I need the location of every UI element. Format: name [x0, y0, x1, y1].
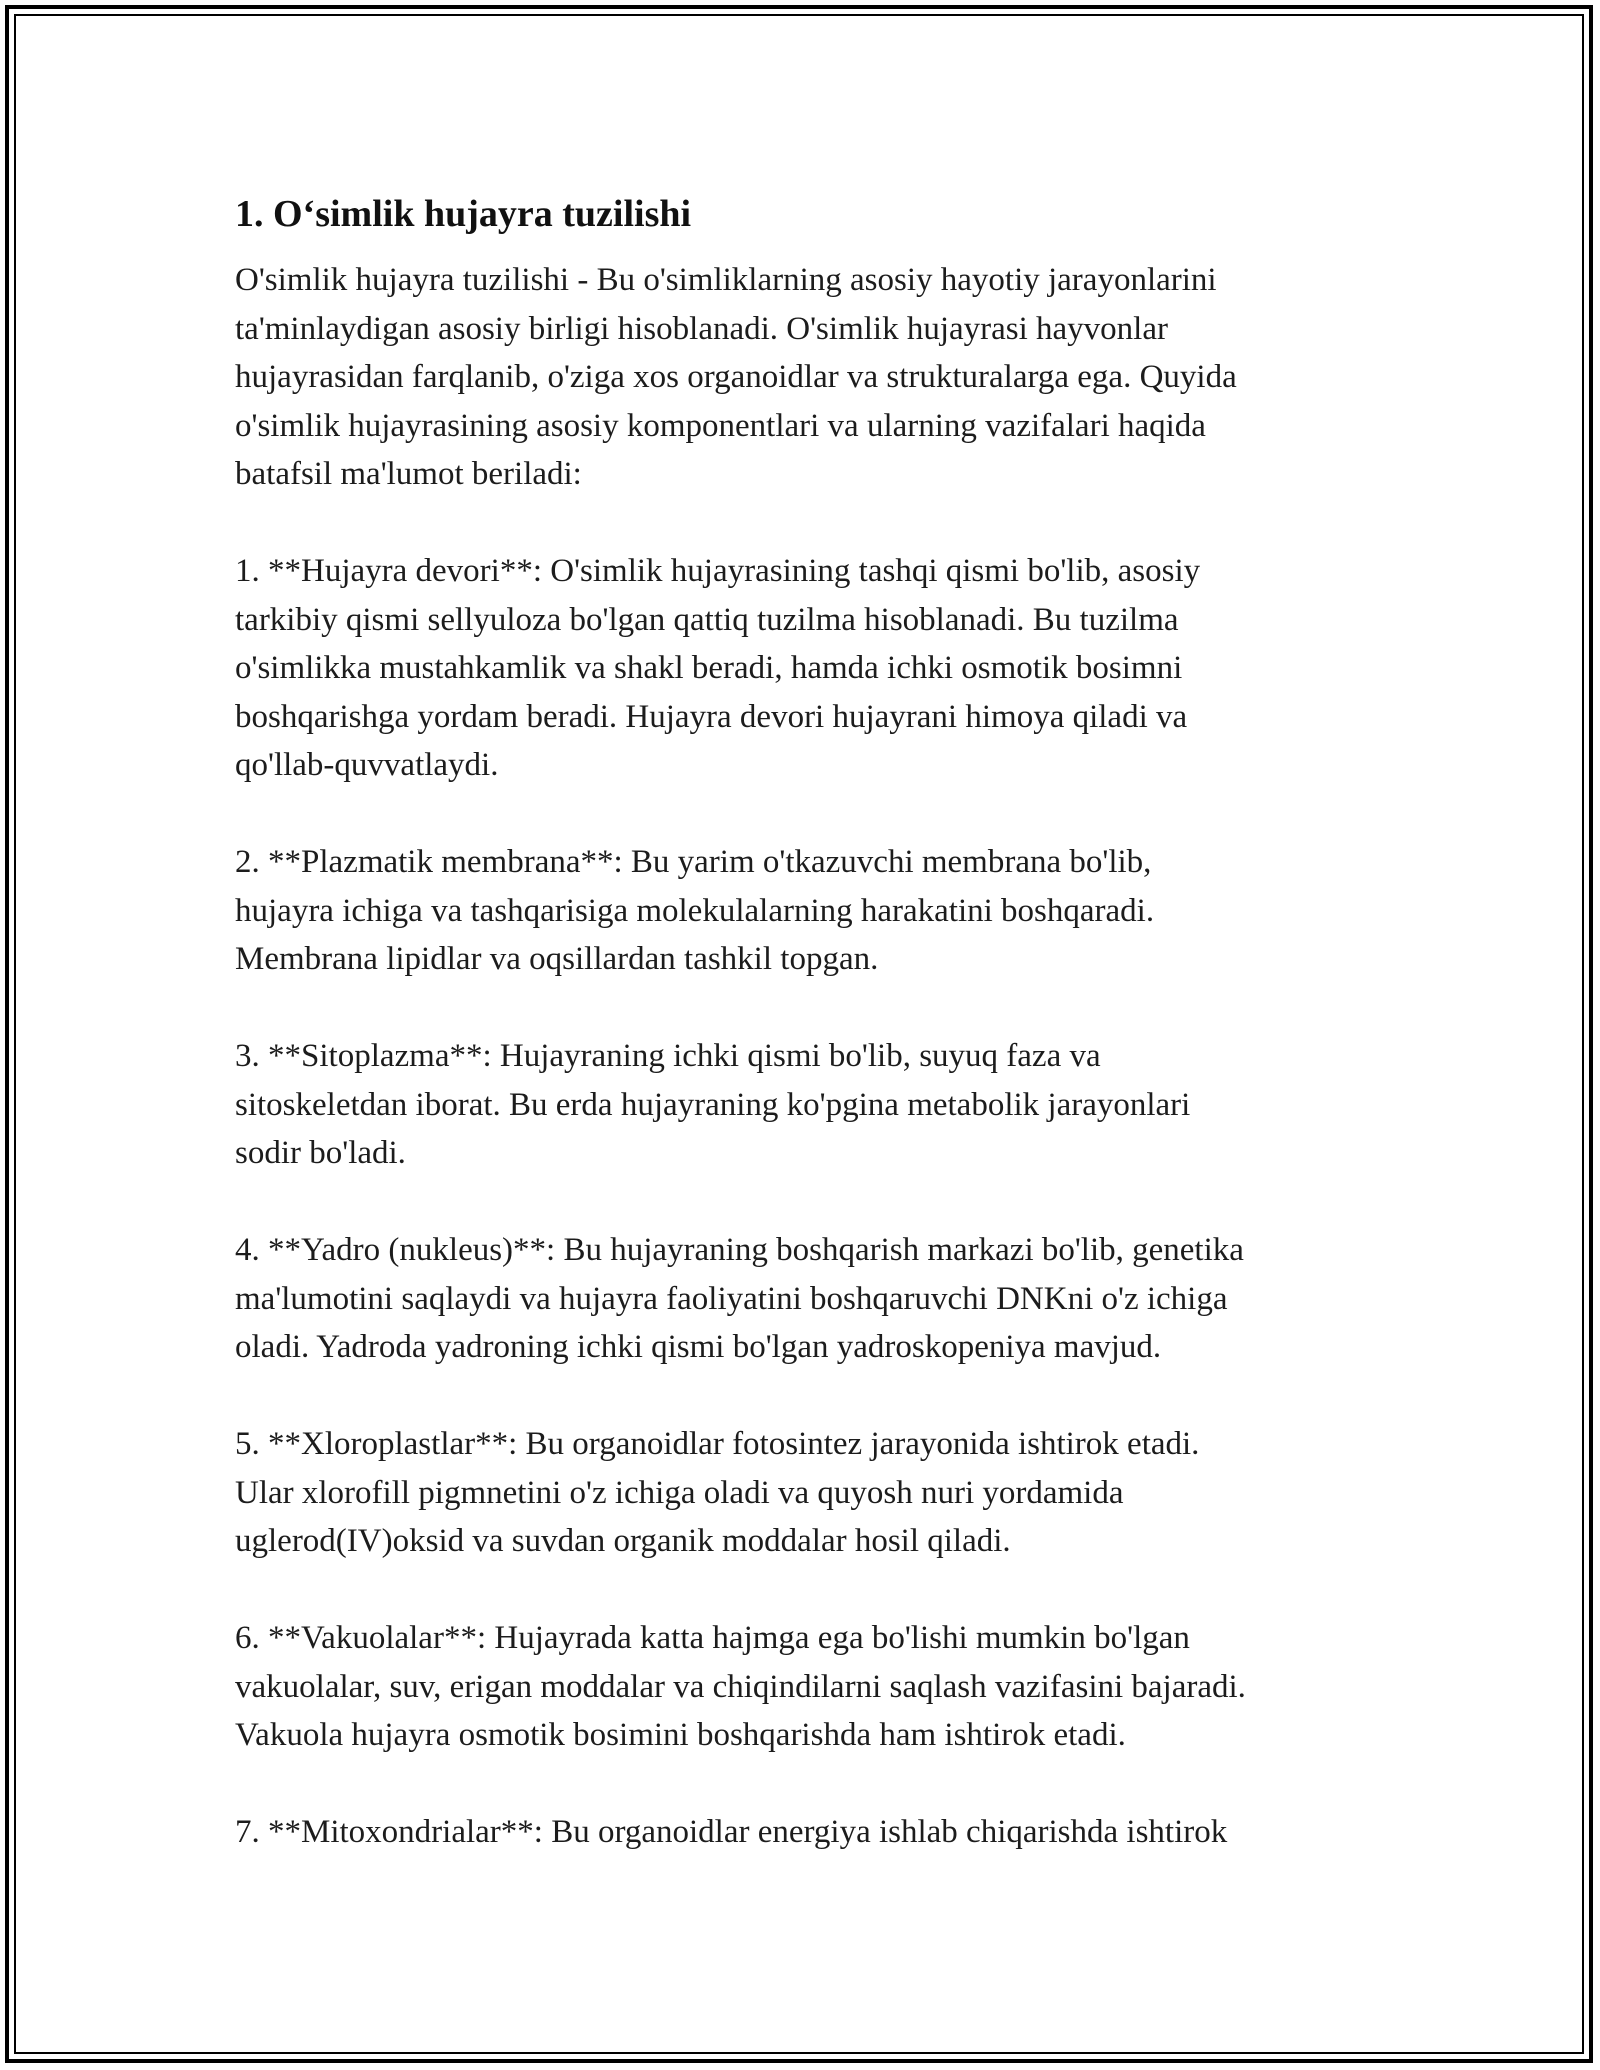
paragraph-line: tarkibiy qismi sellyuloza bo'lgan qattiq tuzilma hisoblanadi. Bu tuzilma — [235, 601, 1179, 638]
paragraph-line: qo'llab-quvvatlaydi. — [235, 747, 499, 783]
paragraph-line: Ular xlorofill pigmnetini o'z ichiga oladi va quyosh nuri yordamida — [235, 1474, 1124, 1511]
paragraph-line: batafsil ma'lumot beriladi: — [235, 456, 582, 492]
paragraph-line: 6. **Vakuolalar**: Hujayrada katta hajmga ega bo'lishi mumkin bo'lgan — [235, 1620, 1190, 1656]
paragraph-line: ta'minlaydigan asosiy birligi hisoblanadi. O'simlik hujayrasi hayvonlar — [235, 310, 1168, 347]
paragraph — [235, 547, 1395, 790]
paragraph-line: 7. **Mitoxondrialar**: Bu organoidlar energiya ishlab chiqarishda ishtirok — [235, 1814, 1228, 1850]
paragraph-line: 4. **Yadro (nukleus)**: Bu hujayraning boshqarish markazi bo'lib, genetika — [235, 1232, 1244, 1268]
paragraph — [235, 1032, 1395, 1178]
paragraph-line: 3. **Sitoplazma**: Hujayraning ichki qismi bo'lib, suyuq faza va — [235, 1038, 1101, 1074]
paragraph-line: o'simlikka mustahkamlik va shakl beradi, hamda ichki osmotik bosimni — [235, 650, 1183, 686]
paragraph — [235, 256, 1395, 499]
paragraph-line: boshqarishga yordam beradi. Hujayra devori hujayrani himoya qiladi va — [235, 698, 1188, 735]
paragraph-line: vakuolalar, suv, erigan moddalar va chiqindilarni saqlash vazifasini bajaradi. — [235, 1668, 1246, 1705]
paragraph-line: sitoskeletdan iborat. Bu erda hujayraning ko'pgina metabolik jarayonlari — [235, 1086, 1191, 1123]
paragraph — [235, 1808, 1395, 1857]
paragraph — [235, 838, 1395, 984]
paragraph — [235, 1614, 1395, 1760]
paragraph-line: sodir bo'ladi. — [235, 1135, 406, 1171]
paragraph-line: hujayra ichiga va tashqarisiga molekulalarning harakatini boshqaradi. — [235, 892, 1155, 929]
document-body — [235, 256, 1395, 1857]
paragraph-line: 5. **Xloroplastlar**: Bu organoidlar fotosintez jarayonida ishtirok etadi. — [235, 1426, 1200, 1462]
document-page — [235, 186, 1395, 1905]
paragraph-line: Membrana lipidlar va oqsillardan tashkil topgan. — [235, 941, 879, 977]
paragraph-line: oladi. Yadroda yadroning ichki qismi bo'lgan yadroskopeniya mavjud. — [235, 1329, 1162, 1365]
paragraph-line: 1. **Hujayra devori**: O'simlik hujayrasining tashqi qismi bo'lib, asosiy — [235, 553, 1201, 589]
paragraph — [235, 1420, 1395, 1566]
paragraph-line: ma'lumotini saqlaydi va hujayra faoliyatini boshqaruvchi DNKni o'z ichiga — [235, 1280, 1228, 1317]
paragraph-line: O'simlik hujayra tuzilishi - Bu o'simliklarning asosiy hayotiy jarayonlarini — [235, 262, 1217, 298]
paragraph-line: 2. **Plazmatik membrana**: Bu yarim o'tkazuvchi membrana bo'lib, — [235, 844, 1152, 880]
paragraph — [235, 1226, 1395, 1372]
paragraph-line: hujayrasidan farqlanib, o'ziga xos organoidlar va strukturalarga ega. Quyida — [235, 359, 1237, 395]
paragraph-line: Vakuola hujayra osmotik bosimini boshqarishda ham ishtirok etadi. — [235, 1717, 1126, 1753]
section-heading: 1. O‘simlik hujayra tuzilishi — [235, 193, 692, 235]
paragraph-line: o'simlik hujayrasining asosiy komponentlari va ularning vazifalari haqida — [235, 407, 1206, 444]
paragraph-line: uglerod(IV)oksid va suvdan organik moddalar hosil qiladi. — [235, 1523, 1011, 1559]
